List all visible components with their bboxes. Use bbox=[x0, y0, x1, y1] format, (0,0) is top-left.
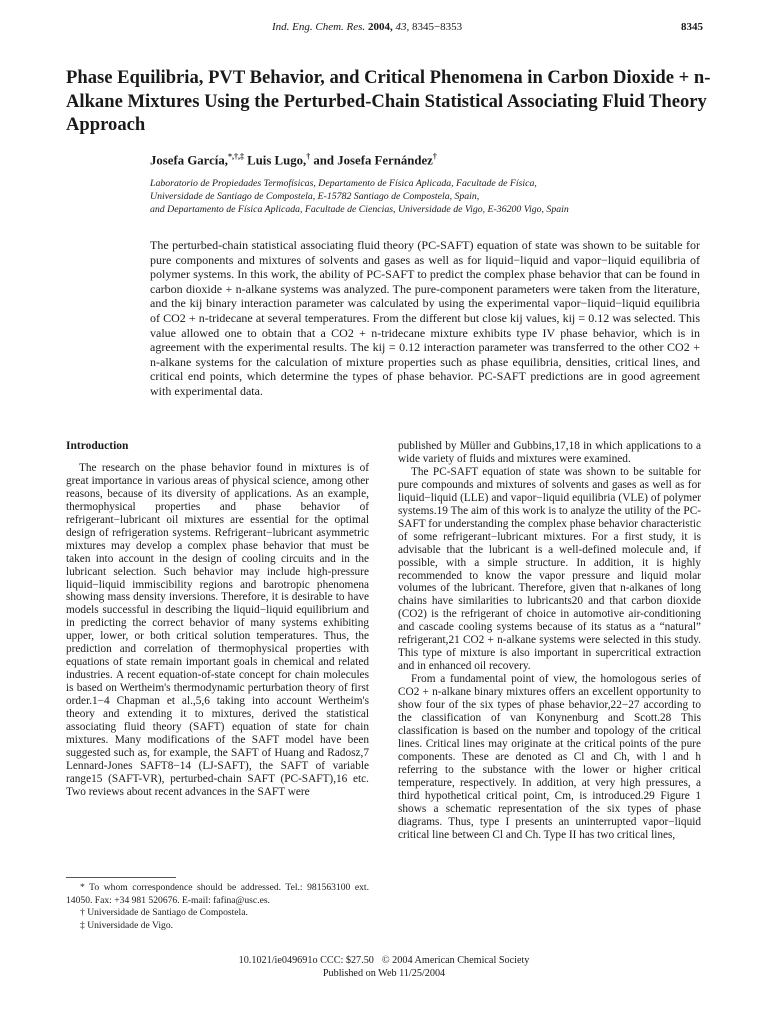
published-date: Published on Web 11/25/2004 bbox=[322, 967, 446, 979]
footnote-correspondence: * To whom correspondence should be addressed. Tel.: 981563100 ext. 14050. Fax: +34 981 520676. E-mail: fafina@usc.es. bbox=[66, 882, 369, 906]
affiliation-line-3: and Departamento de Física Aplicada, Facultade de Ciencias, Universidade de Vigo, E-36200 Vigo, Spain bbox=[150, 204, 569, 216]
author-list bbox=[150, 152, 710, 168]
copyright: © 2004 American Chemical Society bbox=[381, 955, 530, 966]
footnote-divider bbox=[66, 877, 176, 878]
affiliation-line-2: Universidade de Santiago de Compostela, E-15782 Santiago de Compostela, Spain, bbox=[150, 191, 480, 203]
column-right bbox=[398, 440, 701, 842]
article-title: Phase Equilibria, PVT Behavior, and Critical Phenomena in Carbon Dioxide + n-Alkane Mixtures Using the Perturbed-Chain Statistical Associating Fluid Theory Approach bbox=[66, 67, 711, 135]
author-2: Luis Lugo, bbox=[247, 153, 307, 168]
journal-name: Ind. Eng. Chem. Res. bbox=[272, 21, 366, 33]
author-1: Josefa García, bbox=[150, 153, 228, 168]
author-3: and Josefa Fernández bbox=[313, 153, 433, 168]
footnote-affiliation-1: † Universidade de Santiago de Compostela. bbox=[80, 907, 248, 918]
section-heading-introduction: Introduction bbox=[66, 440, 129, 452]
journal-pages: 8345−8353 bbox=[411, 21, 463, 33]
author-2-marks: † bbox=[306, 152, 311, 161]
footnotes bbox=[66, 882, 369, 932]
column-left bbox=[66, 440, 369, 799]
intro-paragraph-3: From a fundamental point of view, the homologous series of CO2 + n-alkane binary mixtures offers an excellent opportunity to show four of the six types of phase behavior,22−27 according to the classification of van Konynenburg and Scott.28 This classification is based on the number and topology of the critical lines. Critical lines may originate at the critical points of the pure components. These are denoted as Cl and Ch, with l and h referring to the substance with the lower or higher critical temperature, respectively. In addition, at very high pressures, a third hypothetical critical point, Cm, is introduced.29 Figure 1 shows a schematic representation of the six types of phase diagrams. Thus, type I presents an uninterrupted vapor−liquid critical line between Cl and Ch. Type II has two critical lines, bbox=[398, 673, 701, 841]
publication-footer bbox=[0, 955, 768, 980]
affiliations bbox=[150, 177, 730, 217]
journal-citation bbox=[272, 21, 462, 33]
intro-paragraph-1: The research on the phase behavior found in mixtures is of great importance in various areas of physical science, among other reasons, because of its diversity of applications. As an example, thermophysical properties and phase behavior of refrigerant−lubricant oil mixtures are essential for the optimal design of refrigeration systems. Refrigerant−lubricant asymmetric mixtures may develop a complex phase behavior that must be taken into account in the design of cooling circuits and in the lubricant selection. Such behavior may include high-pressure liquid−liquid immiscibility regions and barotropic phenomena showing mass density inversions. Therefore, it is desirable to have models successful in describing the liquid−liquid equilibrium and in predicting the correct behavior of many systems exhibiting upper, lower, or both critical solution temperatures. Thus, the prediction and correlation of thermophysical properties with equations of state remain important goals in chemical and related industries. A recent equation-of-state concept for chain molecules is based on Wertheim's thermodynamic perturbation theory of first order.1−4 Chapman et al.,5,6 taking into account Wertheim's theory and extending it to mixtures, derived the statistical associating fluid theory (SAFT) equation of state for chain mixtures. Many modifications of the SAFT model have been suggested such as, for example, the SAFT of Huang and Radosz,7 Lennard-Jones SAFT8−14 (LJ-SAFT), the SAFT of variable range15 (SAFT-VR), perturbed-chain SAFT (PC-SAFT),16 etc. Two reviews about recent advances in the SAFT were bbox=[66, 461, 369, 798]
journal-year: 2004, bbox=[367, 21, 393, 33]
page-number: 8345 bbox=[681, 21, 703, 33]
author-3-marks: † bbox=[432, 152, 437, 161]
running-head bbox=[0, 21, 768, 37]
intro-paragraph-1-continued: published by Müller and Gubbins,17,18 in which applications to a wide variety of fluids and mixtures were examined. bbox=[398, 440, 701, 465]
journal-volume: 43, bbox=[395, 21, 410, 33]
author-1-marks: *,†,‡ bbox=[227, 152, 244, 161]
abstract: The perturbed-chain statistical associating fluid theory (PC-SAFT) equation of state was shown to be suitable for pure components and mixtures of solvents and gases as well as for liquid−liquid and vapor−liquid equilibria of polymer systems. In this work, the ability of PC-SAFT to predict the complex phase behavior that can be found in carbon dioxide + n-alkane systems was analyzed. The pure-component parameters were taken from the literature, and the kij binary interaction parameter was calculated by using the experimental vapor−liquid−liquid equilibria of CO2 + n-tridecane at several temperatures. From the different but close kij values, kij = 0.12 was selected. This value allowed one to obtain that a CO2 + n-tridecane mixture exhibits type IV phase behavior, which is in agreement with the experimental results. The kij = 0.12 interaction parameter was transferred to the other CO2 + n-alkane systems for the calculation of mixture properties such as phase equilibria, densities, critical lines, and critical end points, which determine the types of phase behavior. PC-SAFT predictions are in good agreement with experimental data. bbox=[150, 238, 700, 398]
intro-paragraph-2: The PC-SAFT equation of state was shown to be suitable for pure compounds and mixtures of solvents and gases as well as for liquid−liquid (LLE) and vapor−liquid equilibria (VLE) of polymer systems.19 The aim of this work is to analyze the utility of the PC-SAFT for understanding the complex phase behavior characteristic of some refrigerant−lubricant mixtures. For a first study, it is advisable that the lubricant is a well-defined molecule and, if possible, with a simple structure. In addition, it is highly recommended to know the vapor pressure and liquid molar volumes of the lubricant. Therefore, given that n-alkanes of long chains have similarities to lubricants20 and that carbon dioxide (CO2) is the refrigerant of choice in automotive air-conditioning and cascade cooling systems because of its status as a “natural” refrigerant,21 CO2 + n-alkane systems were selected in this study. This type of mixture is also important in supercritical extraction and in enhanced oil recovery. bbox=[398, 465, 701, 673]
affiliation-line-1: Laboratorio de Propiedades Termofísicas, Departamento de Física Aplicada, Facultade de Física, bbox=[150, 178, 537, 189]
footnote-affiliation-2: ‡ Universidade de Vigo. bbox=[80, 919, 174, 931]
doi-price: 10.1021/ie049691o CCC: $27.50 bbox=[238, 955, 374, 966]
